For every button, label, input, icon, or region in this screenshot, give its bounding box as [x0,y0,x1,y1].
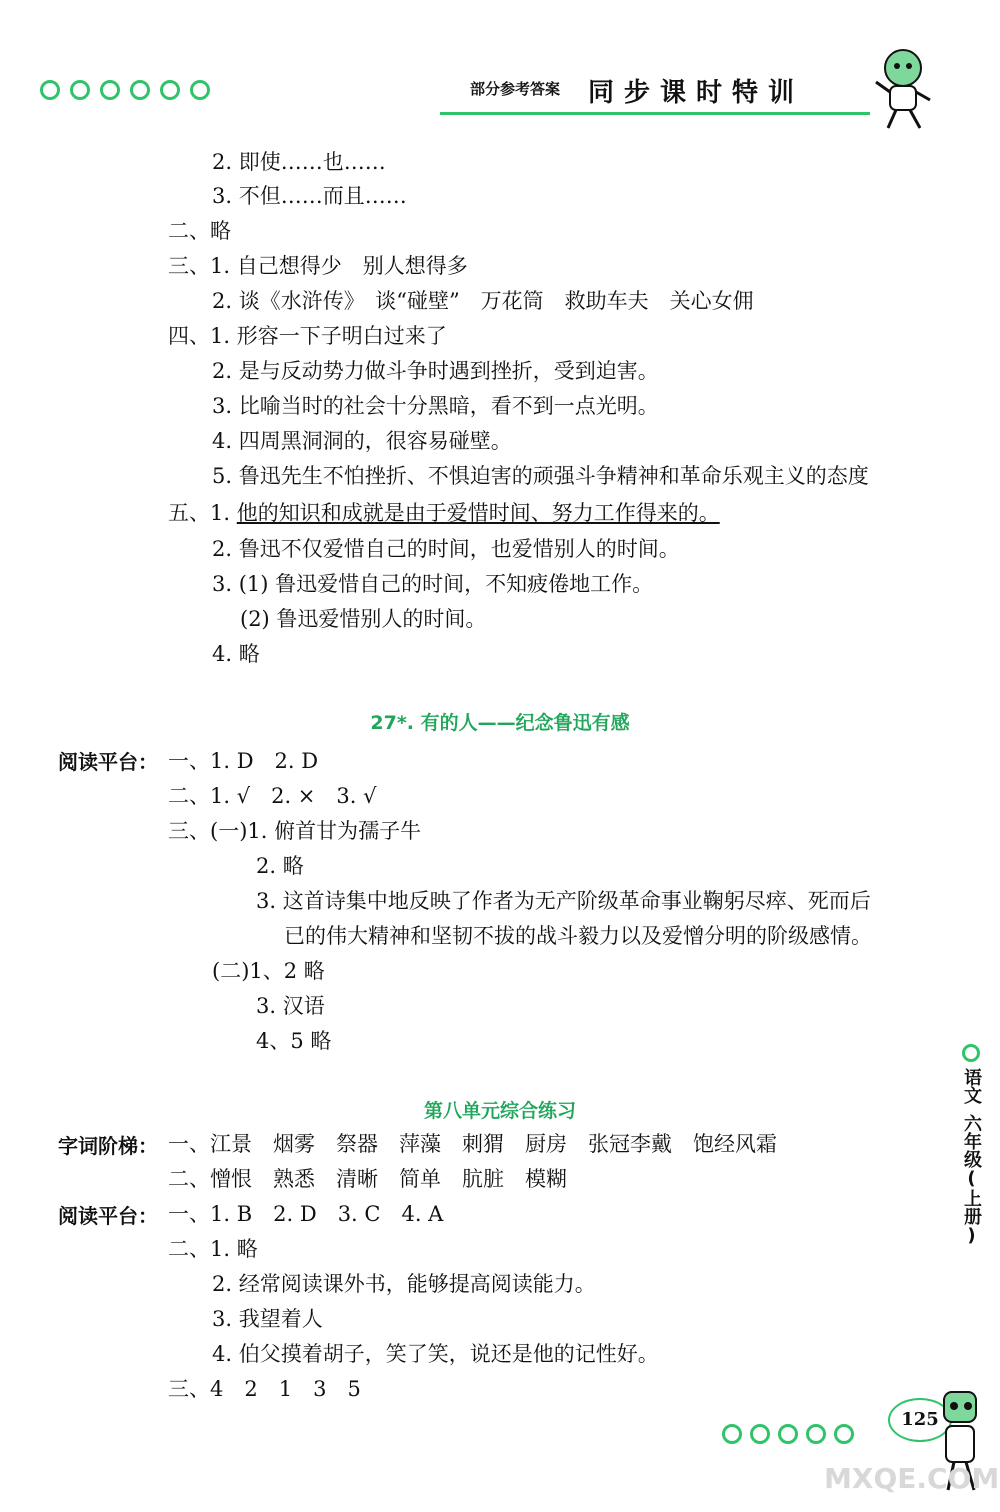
answer-line: 二、略 [168,219,231,243]
circle-icon [160,80,180,100]
section-title: 第八单元综合练习 [423,1100,576,1122]
answer-line: 三、(一)1. 俯首甘为孺子牛 [168,819,422,843]
circle-icon [190,80,210,100]
page-number: 125 [888,1398,952,1442]
answer-line: 4. 略 [212,642,260,666]
answer-line: 2. 谈《水浒传》 谈“碰壁” 万花筒 救助车夫 关心女佣 [212,289,754,313]
answer-line: 2. 经常阅读课外书，能够提高阅读能力。 [212,1272,596,1296]
answer-line: 4. 伯父摸着胡子，笑了笑，说还是他的记性好。 [212,1342,659,1366]
answer-line: 2. 即使……也…… [212,150,386,174]
answer-line: 3. 不但……而且…… [212,184,407,208]
sidebar-grade: 六年级(上册) [961,1114,982,1246]
circle-icon [962,1044,980,1062]
circle-icon [70,80,90,100]
header-decorative-circles [40,80,210,100]
answer-line: 一、1. B 2. D 3. C 4. A [168,1202,444,1226]
section-label: 阅读平台： [58,1204,158,1228]
answer-line: 2. 鲁迅不仅爱惜自己的时间，也爱惜别人的时间。 [212,537,680,561]
answer-number: 五、1. [168,501,231,525]
watermark: MXQE.COM [824,1462,1000,1495]
answer-line: 已的伟大精神和坚韧不拔的战斗毅力以及爱憎分明的阶级感情。 [284,924,872,948]
underlined-answer: 他的知识和成就是由于爱惜时间、努力工作得来的。 [236,501,720,525]
answer-line: 四、1. 形容一下子明白过来了 [168,324,447,348]
answer-line: 2. 略 [256,854,304,878]
circle-icon [130,80,150,100]
circle-icon [806,1424,826,1444]
circle-icon [40,80,60,100]
answer-line: 4. 四周黑洞洞的，很容易碰壁。 [212,429,512,453]
header-title: 同步课时特训 [588,78,805,108]
sidebar-tab [956,1044,986,1246]
answer-line: 3. 这首诗集中地反映了作者为无产阶级革命事业鞠躬尽瘁、死而后 [256,889,871,913]
section-label: 字词阶梯： [58,1134,158,1158]
answer-line: 3. 我望着人 [212,1307,323,1331]
circle-icon [722,1424,742,1444]
section-title: 27*. 有的人——纪念鲁迅有感 [370,712,630,734]
header-subtitle: 部分参考答案 [470,80,561,98]
answer-line: 一、江景 烟雾 祭器 萍藻 刺猬 厨房 张冠李戴 饱经风霜 [168,1132,777,1156]
sidebar-subject: 语文 [961,1068,982,1104]
answer-line [168,497,720,527]
answer-line: (二)1、2 略 [212,959,325,983]
answer-line: 一、1. D 2. D [168,749,319,773]
circle-icon [750,1424,770,1444]
circle-icon [834,1424,854,1444]
footer-decorative-circles [722,1424,854,1444]
answer-line: 3. 汉语 [256,994,325,1018]
header-divider [440,112,870,115]
answer-line: 三、1. 自己想得少 别人想得多 [168,254,468,278]
answer-line: 3. 比喻当时的社会十分黑暗，看不到一点光明。 [212,394,659,418]
circle-icon [100,80,120,100]
section-label: 阅读平台： [58,750,158,774]
answer-line: 二、1. 略 [168,1237,258,1261]
answer-line: 二、1. √ 2. × 3. √ [168,784,377,808]
answer-line: 5. 鲁迅先生不怕挫折、不惧迫害的顽强斗争精神和革命乐观主义的态度 [212,464,869,488]
answer-line: 三、4 2 1 3 5 [168,1377,361,1401]
answer-line: 2. 是与反动势力做斗争时遇到挫折，受到迫害。 [212,359,659,383]
answer-line: 3. (1) 鲁迅爱惜自己的时间，不知疲倦地工作。 [212,572,654,596]
circle-icon [778,1424,798,1444]
answer-line: 4、5 略 [256,1029,332,1053]
answer-line: (2) 鲁迅爱惜别人的时间。 [240,607,487,631]
mascot-icon [868,42,938,132]
answer-line: 二、憎恨 熟悉 清晰 简单 肮脏 模糊 [168,1167,567,1191]
